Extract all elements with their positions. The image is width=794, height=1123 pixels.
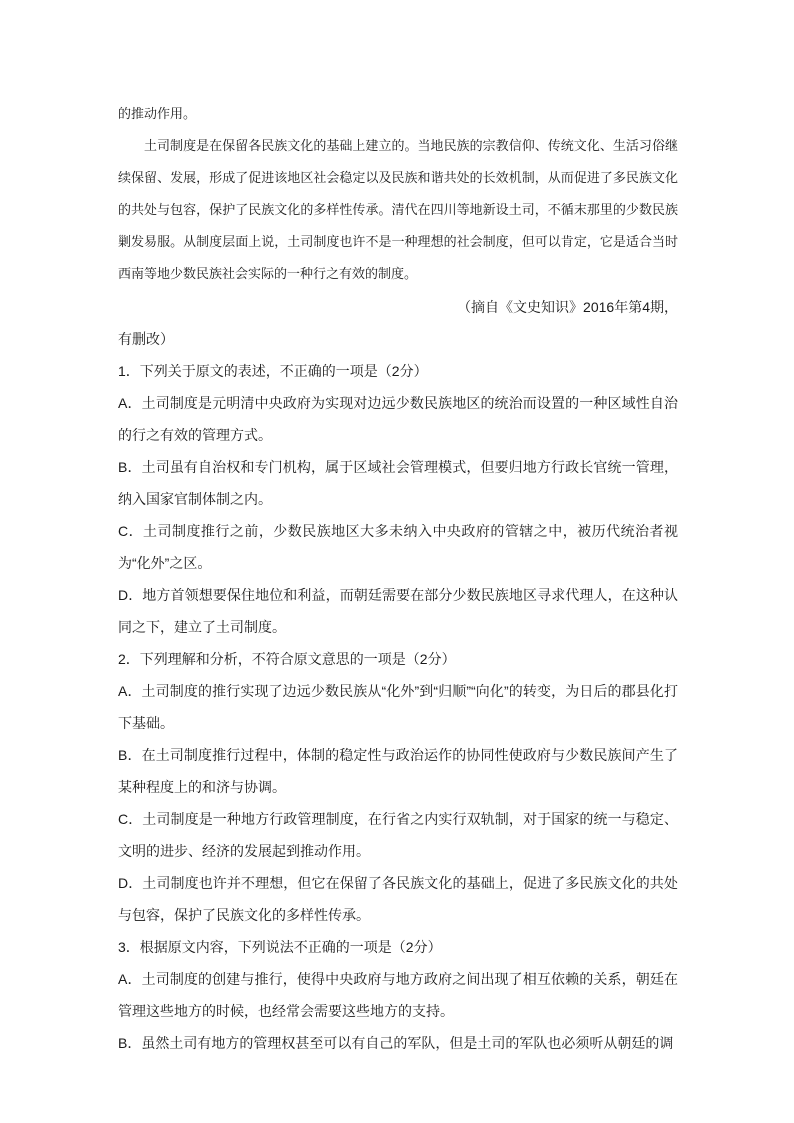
question-1-stem: 1．下列关于原文的表述，不正确的一项是（2分） — [118, 363, 428, 379]
source-citation-line2: 有删改） — [118, 331, 174, 347]
question-2-option-a: A．土司制度的推行实现了边远少数民族从“化外”到“归顺”“向化”的转变，为日后的郡县化打下基础。 — [118, 683, 678, 731]
question-2-option-c: C．土司制度是一种地方行政管理制度，在行省之内实行双轨制，对于国家的统一与稳定、文明的进步、经济的发展起到推动作用。 — [118, 811, 678, 859]
source-citation — [118, 291, 678, 355]
question-3-option-a: A．土司制度的创建与推行，使得中央政府与地方政府之间出现了相互依赖的关系，朝廷在管理这些地方的时候，也经常会需要这些地方的支持。 — [118, 971, 678, 1019]
question-3-option-b: B．虽然土司有地方的管理权甚至可以有自己的军队，但是土司的军队也必须听从朝廷的调 — [118, 1035, 674, 1051]
passage-line: 的推动作用。 — [118, 107, 197, 122]
question-2-option-d: D．土司制度也许并不理想，但它在保留了各民族文化的基础上，促进了多民族文化的共处与包容，保护了民族文化的多样性传承。 — [118, 875, 678, 923]
question-1-option-a: A．土司制度是元明清中央政府为实现对边远少数民族地区的统治而设置的一种区域性自治的行之有效的管理方式。 — [118, 395, 678, 443]
question-1-option-d: D．地方首领想要保住地位和利益，而朝廷需要在部分少数民族地区寻求代理人，在这种认同之下，建立了土司制度。 — [118, 587, 678, 635]
question-2-option-b: B．在土司制度推行过程中，体制的稳定性与政治运作的协同性使政府与少数民族间产生了某种程度上的和济与协调。 — [118, 747, 678, 795]
passage-paragraph: 土司制度是在保留各民族文化的基础上建立的。当地民族的宗教信仰、传统文化、生活习俗继续保留、发展，形成了促进该地区社会稳定以及民族和谐共处的长效机制，从而促进了多民族文化的共处与包容，保护了民族文化的多样性传承。清代在四川等地新设土司，不循末那里的少数民族剿发易服。从制度层面上说，土司制度也许不是一种理想的社会制度，但可以肯定，它是适合当时西南等地少数民族社会实际的一种行之有效的制度。 — [118, 139, 678, 282]
document-page — [118, 99, 678, 1059]
question-2-stem: 2．下列理解和分析，不符合原文意思的一项是（2分） — [118, 651, 456, 667]
question-3-stem: 3．根据原文内容，下列说法不正确的一项是（2分） — [118, 939, 442, 955]
question-1-option-b: B．土司虽有自治权和专门机构，属于区域社会管理模式，但要归地方行政长官统一管理，纳入国家官制体制之内。 — [118, 459, 678, 507]
source-citation-line1: （摘自《文史知识》2016年第4期， — [457, 299, 678, 315]
question-1-option-c: C．土司制度推行之前，少数民族地区大多未纳入中央政府的管辖之中，被历代统治者视为“化外”之区。 — [118, 523, 678, 571]
